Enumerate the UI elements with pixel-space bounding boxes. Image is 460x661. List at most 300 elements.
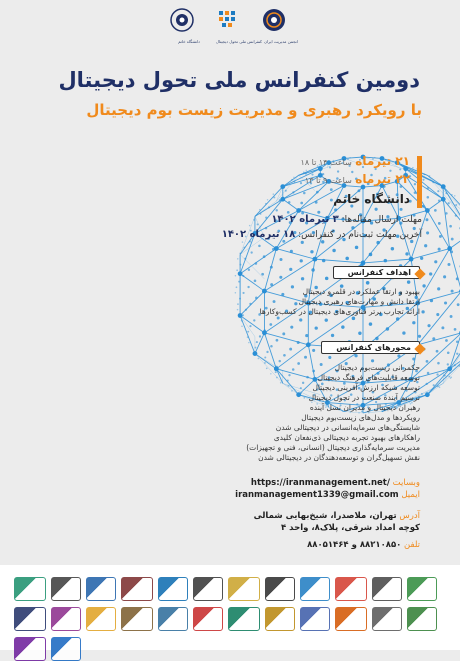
globe-dot [332,249,335,252]
sponsor-logo-24 [407,607,437,631]
sponsor-logo-14 [51,607,81,631]
globe-dot [260,213,262,215]
globe-dot [436,373,438,375]
globe-dot [242,275,244,277]
globe-dot [244,258,246,260]
globe-dot [290,326,293,329]
globe-dot [322,259,325,262]
globe-dot [325,277,329,281]
globe-dot [315,201,318,204]
deadline-label: مهلت ارسال مقاله‌ها: [341,215,422,225]
date-day: ۲۲ تیرماه [355,172,410,186]
globe-node [253,351,258,356]
globe-dot [454,364,456,366]
globe-dot [289,348,292,351]
globe-dot [273,193,275,195]
contact-block [235,478,420,552]
globe-dot [247,336,249,338]
globe-line [427,199,443,210]
globe-dot [264,356,266,358]
sponsor-logo-23 [372,607,402,631]
contact-website [235,478,420,490]
globe-dot [402,331,405,334]
list-item: رویکردها و مدل‌های زیست‌بوم دیجیتال [301,413,420,422]
globe-node [361,260,366,265]
globe-dot [448,202,450,204]
list-item: نقش تسهیل‌گران و توسعه‌دهندگان در دیجیتالی شدن [258,453,420,462]
globe-dot [355,246,358,249]
globe-dot [255,347,257,349]
sponsor-logo-18 [193,607,223,631]
globe-dot [436,350,439,353]
globe-dot [438,222,441,225]
globe-dot [300,259,303,262]
conference-logo [216,8,262,48]
globe-dot [311,268,314,271]
globe-dot [434,260,437,263]
globe-dot [407,280,410,283]
goals-list [180,287,420,317]
globe-dot [310,250,313,253]
globe-dot [237,258,238,259]
globe-dot [414,183,416,185]
topics-heading [321,341,420,354]
globe-line [450,249,460,291]
globe-dot [306,170,307,171]
header-logos [170,8,300,48]
sponsor-logo-6 [193,577,223,601]
list-item: توسعه قابلیت‌های فرهنگ دیجیتال [317,373,420,382]
date-time: ساعت ۱۴ تا ۱۸ [300,158,352,167]
globe-node [262,330,267,335]
globe-dot [235,275,236,276]
globe-dot [258,358,259,359]
management-association-logo-mark [262,8,286,32]
globe-dot [253,219,255,221]
globe-dot [396,317,399,320]
sponsor-logo-22 [335,607,367,631]
contact-email [235,490,420,502]
date-accent-bar [417,156,422,208]
sponsor-logo-10 [335,577,367,601]
contact-address-2 [235,523,420,535]
globe-dot [422,284,425,287]
globe-dot [293,181,295,183]
sponsor-logos [14,577,446,661]
globe-dot [259,335,261,337]
globe-node [447,366,452,371]
globe-dot [247,331,249,333]
globe-dot [422,179,424,181]
globe-dot [238,281,240,283]
globe-dot [279,258,282,261]
globe-dot [439,235,442,238]
deadline-label: آخرین مهلت ثبت‌نام در کنفرانس: [298,230,422,240]
list-item: رهبران دیجیتال و مدیران نسل آینده [309,403,420,412]
globe-dot [451,194,453,196]
topics-heading-text: محورهای کنفرانس [336,343,411,352]
globe-dot [290,250,293,253]
globe-dot [358,332,361,335]
sponsor-logo-20 [265,607,295,631]
globe-dot [261,273,264,276]
globe-dot [450,315,453,318]
globe-node [296,208,301,213]
globe-dot [291,179,293,181]
globe-dot [427,372,430,375]
globe-dot [248,269,250,271]
globe-dot [444,375,446,377]
globe-dot [300,182,302,184]
globe-dot [352,317,356,321]
globe-dot [241,320,243,322]
globe-dot [292,191,294,193]
globe-dot [454,195,455,196]
globe-dot [248,342,249,343]
globe-node [306,342,311,347]
globe-dot [304,356,307,359]
globe-dot [448,376,450,378]
globe-dot [449,225,452,228]
globe-dot [391,247,394,250]
sponsor-logo-1 [14,577,46,601]
globe-dot [445,339,448,342]
list-item: شایستگی‌های سرمایه‌انسانی در دیجیتالی شدن [275,423,420,432]
globe-dot [445,192,447,194]
sponsor-logo-15 [86,607,116,631]
address-line-1: تهران، ملاصدرا، شیخ‌بهایی شمالی [253,511,397,521]
globe-dot [289,268,292,271]
globe-dot [444,301,447,304]
globe-dot [239,264,241,266]
globe-dot [426,383,428,385]
globe-dot [285,190,287,192]
globe-dot [445,212,448,215]
globe-dot [405,252,408,255]
globe-node [280,184,285,189]
globe-dot [447,263,450,266]
globe-dot [300,202,303,205]
address-label: آدرس [399,511,420,521]
globe-dot [412,321,415,324]
sponsor-logo-17 [158,607,188,631]
globe-node [313,257,318,262]
globe-dot [249,325,251,327]
globe-dot [455,214,457,216]
globe-dot [436,313,439,316]
globe-line [450,233,460,248]
globe-dot [447,351,450,354]
list-item: مدیریت سرمایه‌گذاری دیجیتال (انسانی، فنی و تجهیزات) [246,443,420,452]
globe-line [240,249,276,274]
globe-dot [330,188,333,191]
globe-dot [253,319,255,321]
management-association-logo [262,8,300,48]
globe-dot [450,378,451,379]
globe-dot [279,276,282,279]
globe-dot [345,257,349,261]
globe-node [441,184,446,189]
deadline-paper [271,214,422,225]
globe-dot [424,244,427,247]
globe-dot [354,354,357,357]
globe-dot [257,223,259,225]
globe-dot [276,339,279,342]
globe-dot [270,345,273,348]
khatam-university-logo-mark [170,8,194,32]
globe-dot [301,241,304,244]
globe-dot [421,393,423,395]
topics-list [180,363,420,463]
globe-dot [429,175,431,177]
globe-dot [443,275,446,278]
globe-node [238,271,243,276]
globe-dot [258,245,261,248]
globe-dot [374,168,376,170]
globe-dot [249,225,250,226]
globe-dot [418,335,421,338]
globe-dot [450,250,453,253]
globe-dot [399,168,401,170]
globe-dot [432,181,434,183]
globe-dot [457,303,460,306]
deadline-registration [222,229,422,240]
globe-dot [283,354,286,357]
sponsor-logo-3 [86,577,116,601]
globe-line [283,175,299,186]
date-line-2 [305,172,410,186]
logo-caption: کنفرانس ملی تحول دیجیتال [216,39,262,44]
globe-line [276,249,315,260]
globe-dot [430,299,433,302]
globe-dot [412,358,415,361]
globe-dot [263,255,266,258]
globe-dot [282,332,285,335]
globe-dot [441,326,444,329]
list-item: حکمرانی زیست‌بوم دیجیتال [334,363,420,372]
globe-dot [384,259,388,263]
globe-dot [299,318,302,321]
globe-dot [331,334,334,337]
globe-dot [236,269,238,271]
globe-dot [447,363,449,365]
globe-line [427,175,449,201]
globe-dot [276,209,278,211]
globe-dot [270,283,273,286]
logo-caption: دانشگاه خاتم [178,39,200,44]
sponsor-logo-11 [372,577,402,601]
sponsor-logo-26 [51,637,81,661]
globe-dot [456,353,458,355]
globe-dot [254,280,257,283]
globe-dot [265,217,267,219]
globe-line [418,291,460,345]
globe-line [283,199,299,210]
sponsor-logo-25 [14,637,46,661]
globe-line [443,337,460,384]
globe-dot [243,247,245,249]
globe-dot [328,356,331,359]
globe-dot [267,199,268,200]
globe-dot [427,187,429,189]
sponsor-logo-19 [228,607,260,631]
sponsor-logo-9 [300,577,330,601]
globe-line [418,333,460,345]
globe-dot [437,385,439,387]
globe-dot [437,287,440,290]
sponsor-logo-8 [265,577,295,601]
globe-dot [375,208,378,211]
globe-dot [426,218,429,221]
sponsor-logo-13 [14,607,46,631]
globe-node [447,246,452,251]
globe-dot [301,277,304,280]
globe-node [274,246,279,251]
globe-node [280,197,285,202]
globe-dot [456,277,459,280]
website-link[interactable]: https://iranmanagement.net/ [250,478,390,488]
globe-dot [369,322,372,325]
globe-dot [273,197,275,199]
globe-dot [297,341,300,344]
globe-dot [400,208,403,211]
goals-heading-text: اهداف کنفرانس [347,268,411,277]
globe-dot [269,323,272,326]
globe-dot [434,209,437,212]
globe-dot [239,252,241,254]
globe-dot [325,318,328,321]
globe-dot [420,257,423,260]
goals-heading [333,266,420,279]
globe-node [425,392,430,397]
globe-line [264,333,308,345]
sponsor-logo-4 [121,577,153,601]
globe-dot [427,324,430,327]
globe-dot [455,204,457,206]
globe-dot [410,240,413,243]
globe-dot [451,238,454,241]
globe-dot [437,190,439,192]
globe-dot [321,240,324,243]
globe-line [315,221,363,259]
globe-line [411,249,450,260]
sponsor-logo-7 [228,577,260,601]
globe-dot [256,341,258,343]
sponsor-logo-21 [300,607,330,631]
sponsor-logo-5 [158,577,188,601]
globe-dot [386,327,389,330]
globe-dot [427,196,430,199]
conference-logo-mark [216,8,240,32]
globe-dot [250,251,252,253]
globe-dot [288,201,290,203]
globe-dot [456,340,459,343]
list-item: بهبود و ارتقا عملکرد در قلمرو دیجیتال [302,287,420,296]
globe-dot [439,183,441,185]
list-item: توسعه شبکه ارزش آفرینی دیجیتال [312,383,420,392]
globe-dot [259,209,261,211]
globe-dot [376,241,379,244]
globe-dot [303,192,306,195]
globe-dot [282,240,285,243]
list-item: ترسیم آینده صنعت در تحول دیجیتال [308,393,420,402]
globe-dot [293,177,294,178]
page-subtitle: با رویکرد رهبری و مدیریت زیست بوم دیجیتال [86,101,422,119]
globe-line [427,210,449,248]
phone-number: ۸۸۲۱۰۸۵۰ و ۸۸۰۵۱۴۶۴ [307,540,402,550]
globe-node [425,208,430,213]
globe-dot [429,272,432,275]
globe-dot [412,167,414,169]
globe-dot [369,253,373,257]
globe-dot [375,337,378,340]
website-label: وبسایت [392,478,420,488]
globe-dot [312,349,315,352]
globe-dot [426,231,429,234]
email-label: ایمیل [401,489,420,500]
globe-dot [414,171,416,173]
globe-dot [438,200,440,202]
globe-dot [341,325,344,328]
globe-dot [438,248,441,251]
deadline-value: ۱۸ تیرماه ۱۴۰۲ [221,229,296,240]
globe-dot [424,173,426,175]
globe-dot [437,362,440,365]
globe-dot [241,326,243,328]
deadline-value: ۳ تیرماه ۱۴۰۲ [271,214,339,225]
globe-dot [305,334,308,337]
venue: دانشگاه خاتم [333,192,410,206]
logo-caption: انجمن مدیریت ایران [264,39,298,44]
globe-dot [397,354,400,357]
sponsor-logo-16 [121,607,153,631]
address-line-2: کوچه امداد شرقی، پلاک۸، واحد ۴ [281,522,420,533]
list-item: ارتقا دانش و مهارت‌های رهبری دیجیتال [298,297,420,306]
list-item: ارائه تجارب برتر فناوری‌های دیجیتال در کسب‌وکارها [259,307,420,316]
sponsor-logo-2 [51,577,81,601]
list-item: راهکارهای بهبود تجربه دیجیتالی ذی‌نفعان کلیدی [273,433,420,442]
date-time: ساعت ۹ تا ۱۳ [304,176,352,185]
globe-dot [371,359,374,362]
page-title: دومین کنفرانس ملی تحول دیجیتال [58,68,420,92]
date-day: ۲۱ تیرماه [355,154,410,168]
globe-dot [421,310,424,313]
contact-address [235,511,420,523]
sponsor-logo-12 [407,577,437,601]
globe-dot [255,262,258,265]
globe-node [409,257,414,262]
email-link[interactable]: iranmanagement1339@gmail.com [235,489,399,500]
globe-dot [242,241,243,242]
globe-dot [316,191,319,194]
globe-dot [439,387,441,389]
globe-dot [432,337,435,340]
phone-label: تلفن [404,540,420,550]
globe-dot [270,266,273,269]
sponsor-strip [0,565,460,650]
globe-dot [334,208,337,211]
globe-dot [426,360,429,363]
globe-dot [268,206,270,208]
globe-dot [315,326,318,329]
globe-dot [451,290,454,293]
globe-dot [265,203,267,205]
globe-dot [414,191,417,194]
globe-dot [279,360,281,362]
globe-dot [433,384,435,386]
globe-dot [249,240,251,242]
globe-node [441,197,446,202]
